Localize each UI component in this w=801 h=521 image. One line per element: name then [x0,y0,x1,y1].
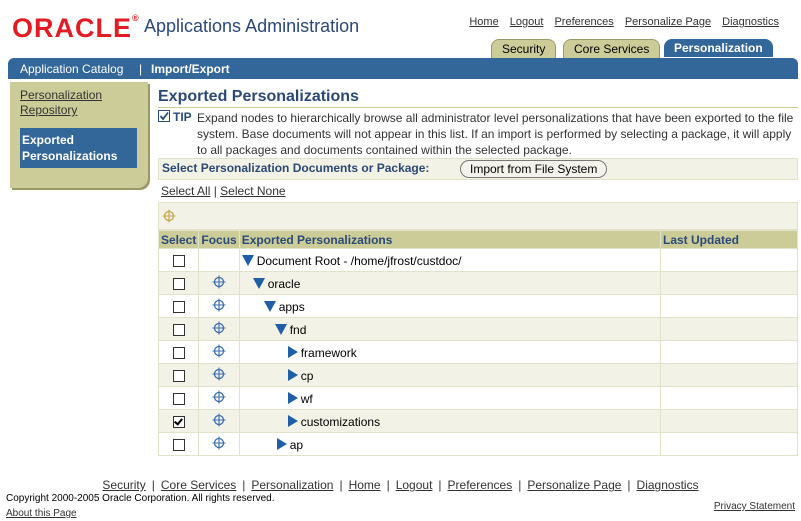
collapse-triangle-icon[interactable] [264,301,276,312]
focus-cell [199,318,239,341]
footer-link-home[interactable]: Home [348,478,381,492]
focus-cell [199,410,239,433]
tip-text: Expand nodes to hierarchically browse all administrator level personalizations that have been exported to the file system. Base documents will not appear in this list. If an import is performed by selecting a package, it will apply to all packages and documents contained within the selected package. [197,111,794,157]
name-cell [239,318,660,341]
footer-separator: | [627,478,631,492]
table-row [159,341,798,364]
footer-link-personalization[interactable]: Personalization [251,478,334,492]
subnav-import-export[interactable]: Import/Export [151,62,230,76]
tab-personalization[interactable]: Personalization [664,39,773,57]
table-row [159,364,798,387]
focus-crosshair-icon[interactable] [212,298,226,315]
sidenav-exported-personalizations[interactable]: Exported Personalizations [20,128,137,168]
subnav-bar [8,58,798,79]
focus-crosshair-icon[interactable] [212,436,226,453]
name-cell [239,249,660,272]
select-cell [159,364,199,387]
tree-node-label: apps [278,299,305,314]
footer-separator: | [242,478,246,492]
tab-security[interactable]: Security [491,39,556,58]
global-link-preferences[interactable]: Preferences [554,16,614,28]
table-row [159,387,798,410]
tree-node-label: ap [289,437,304,452]
table-row [159,433,798,456]
select-separator: | [213,184,217,198]
focus-panel [158,202,798,230]
expand-triangle-icon[interactable] [277,438,287,450]
global-link-logout[interactable]: Logout [509,16,544,28]
focus-crosshair-icon[interactable] [162,209,176,223]
last-updated-cell [661,272,798,295]
focus-crosshair-icon[interactable] [212,321,226,338]
name-cell [239,410,660,433]
select-cell [159,249,199,272]
focus-crosshair-icon[interactable] [212,275,226,292]
focus-cell [199,249,239,272]
footer-link-diagnostics[interactable]: Diagnostics [636,478,699,492]
about-this-page-link[interactable]: About this Page [6,508,77,519]
expand-triangle-icon[interactable] [288,369,298,381]
tree-node-label: framework [300,345,357,360]
last-updated-cell [661,341,798,364]
col-header-select: Select [159,231,199,249]
subnav-separator: | [139,62,143,76]
app-title: Applications Administration [144,16,360,36]
select-all-link[interactable]: Select All [161,184,211,198]
col-header-focus: Focus [199,231,239,249]
col-header-last-updated: Last Updated [661,231,798,249]
footer-separator: | [518,478,522,492]
footer-link-security[interactable]: Security [102,478,146,492]
personalizations-table [158,230,798,456]
focus-cell [199,364,239,387]
global-link-diagnostics[interactable]: Diagnostics [722,16,779,28]
table-row [159,318,798,341]
name-cell [239,295,660,318]
row-select-checkbox[interactable] [173,370,185,382]
row-select-checkbox[interactable] [173,255,185,267]
last-updated-cell [661,364,798,387]
table-row [159,272,798,295]
focus-cell [199,387,239,410]
table-row [159,249,798,272]
footer-separator: | [339,478,343,492]
tree-node-label: fnd [289,322,307,337]
focus-cell [199,272,239,295]
copyright-text: Copyright 2000-2005 Oracle Corporation. All rights reserved. [6,493,275,504]
sidenav-personalization-repository[interactable]: Personalization Repository [20,88,103,117]
select-cell [159,341,199,364]
last-updated-cell [661,318,798,341]
select-cell [159,318,199,341]
select-controls [161,184,286,198]
row-select-checkbox[interactable] [173,416,185,428]
select-none-link[interactable]: Select None [220,184,286,198]
footer-link-personalize-page[interactable]: Personalize Page [527,478,622,492]
collapse-triangle-icon[interactable] [275,324,287,335]
name-cell [239,272,660,295]
footer-separator: | [438,478,442,492]
select-cell [159,433,199,456]
focus-crosshair-icon[interactable] [212,367,226,384]
row-select-checkbox[interactable] [173,347,185,359]
expand-triangle-icon[interactable] [288,392,298,404]
row-select-checkbox[interactable] [173,439,185,451]
tree-node-label: cp [300,368,314,383]
row-select-checkbox[interactable] [173,301,185,313]
row-select-checkbox[interactable] [173,324,185,336]
select-cell [159,387,199,410]
focus-cell [199,341,239,364]
last-updated-cell [661,410,798,433]
checkmark-icon [158,110,170,122]
subnav-application-catalog[interactable]: Application Catalog [20,62,124,76]
select-label: Select Personalization Documents or Package: [162,161,430,175]
focus-cell [199,433,239,456]
select-cell [159,272,199,295]
tree-node-label: wf [300,391,313,406]
global-link-home[interactable]: Home [469,16,499,28]
name-cell [239,387,660,410]
table-row [159,295,798,318]
row-select-checkbox[interactable] [173,393,185,405]
last-updated-cell [661,387,798,410]
tree-node-label: Document Root - /home/jfrost/custdoc/ [256,253,462,268]
footer-link-core-services[interactable]: Core Services [160,478,237,492]
focus-crosshair-icon[interactable] [212,390,226,407]
table-row [159,410,798,433]
last-updated-cell [661,433,798,456]
name-cell [239,364,660,387]
col-header-exported-personalizations: Exported Personalizations [239,231,660,249]
global-links [461,16,779,28]
tip-label: TIP [173,110,192,124]
oracle-logo: ORACLE® [12,13,139,43]
global-link-personalize-page[interactable]: Personalize Page [624,16,712,28]
footer-link-preferences[interactable]: Preferences [447,478,513,492]
collapse-triangle-icon[interactable] [253,278,265,289]
last-updated-cell [661,249,798,272]
footer-separator: | [386,478,390,492]
import-from-file-system-button[interactable]: Import from File System [460,160,607,178]
tree-node-label: customizations [300,414,381,429]
footer-separator: | [151,478,155,492]
last-updated-cell [661,295,798,318]
select-cell [159,410,199,433]
name-cell [239,433,660,456]
collapse-triangle-icon[interactable] [242,255,254,266]
title-divider [158,107,798,108]
footer-link-logout[interactable]: Logout [395,478,433,492]
tab-core-services[interactable]: Core Services [563,39,660,58]
name-cell [239,341,660,364]
privacy-statement-link[interactable]: Privacy Statement [713,501,795,512]
expand-triangle-icon[interactable] [288,415,298,427]
page-title: Exported Personalizations [158,88,359,105]
focus-crosshair-icon[interactable] [212,344,226,361]
expand-triangle-icon[interactable] [288,346,298,358]
select-cell [159,295,199,318]
focus-cell [199,295,239,318]
footer-links [0,478,801,492]
focus-crosshair-icon[interactable] [212,413,226,430]
tree-node-label: oracle [267,276,301,291]
row-select-checkbox[interactable] [173,278,185,290]
